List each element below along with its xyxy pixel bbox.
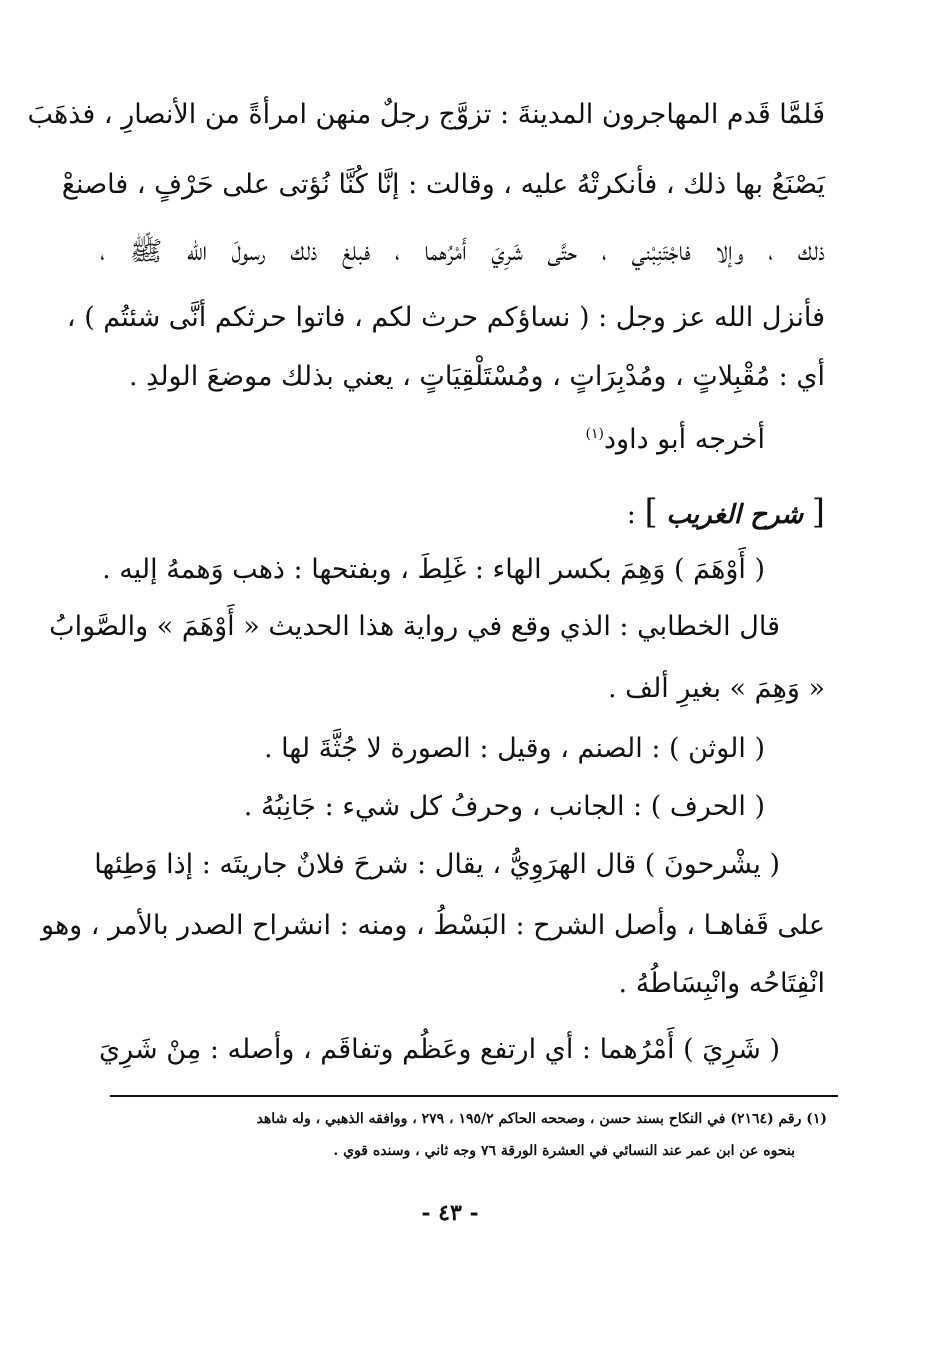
footnote-line-1: (١) رقم (٢١٦٤) في النكاح بسند حسن ، وصححه الحاكم ١٩٥/٢ ، ٢٧٩ ، ووافقه الذهبي ، وله شاهد: [256, 1111, 827, 1127]
body-line-1: فَلمَّا قَدم المهاجرون المدينةَ : تزوَّج رجلٌ منهن امرأةً من الأنصارِ ، فذهَبَ: [27, 99, 825, 130]
glossary-line-4: ( الوثن ) : الصنم ، وقيل : الصورة لا جُثَّةَ لها .: [264, 733, 765, 764]
body-line-3: ذلك ، وإلا فاجْتَنِبْني ، حتَّى شَرِيَ أَمْرُهما ، فبلغ ذلك رسولَ الله ﷺ ،: [100, 236, 825, 267]
footnote-marker: (١): [585, 426, 605, 442]
section-colon: :: [626, 499, 636, 530]
bracket-open: [: [811, 492, 825, 532]
footnote-line-2: بنحوه عن ابن عمر عند النسائي في العشرة الورقة ٧٦ وجه ثاني ، وسنده قوي .: [333, 1143, 795, 1159]
bracket-close: ]: [644, 492, 658, 532]
glossary-line-6: ( يشْرحونَ ) قال الهرَوِيُّ ، يقال : شرحَ فلانٌ جاريتَه : إذا وَطِئها: [94, 849, 780, 880]
glossary-line-9: ( شَرِيَ ) أَمْرُهما : أي ارتفع وعَظُم وتفاقَم ، وأصله : مِنْ شَرِيَ: [99, 1034, 780, 1065]
body-line-5: أي : مُقْبِلاتٍ ، ومُدْبِرَاتٍ ، ومُسْتَلْقِيَاتٍ ، يعني بذلك موضعَ الولدِ .: [128, 361, 825, 392]
glossary-line-8: انْفِتَاحُه وانْبِسَاطُهُ .: [618, 968, 825, 999]
glossary-line-3: « وَهِمَ » بغيرِ ألف .: [607, 673, 825, 704]
glossary-line-1: ( أَوْهَمَ ) وَهِمَ بكسر الهاء : غَلِطَ ، وبفتحها : ذهب وَهمهُ إليه .: [102, 554, 765, 585]
source-text: أخرجه أبو داود: [604, 424, 765, 455]
section-title: شرح الغريب: [666, 500, 804, 530]
body-line-4: فأنزل الله عز وجل : ( نساؤكم حرث لكم ، فاتوا حرثكم أنَّى شئتُم ) ،: [66, 302, 825, 333]
section-heading: [627, 492, 825, 535]
page-number: - ٤٣ -: [421, 1200, 479, 1226]
glossary-line-5: ( الحرف ) : الجانب ، وحرفُ كل شيء : جَانِبُهُ .: [243, 791, 765, 822]
body-line-2: يَصْنَعُ بها ذلك ، فأنكرتْهُ عليه ، وقالت : إنَّا كُنَّا نُؤتى على حَرْفٍ ، فاصنعْ: [61, 169, 825, 200]
body-line-6: [586, 414, 765, 460]
glossary-line-7: على قَفاهـا ، وأصل الشرح : البَسْطُ ، ومنه : انشراح الصدر بالأمر ، وهو: [41, 910, 825, 941]
glossary-line-2: قال الخطابي : الذي وقع في رواية هذا الحديث « أَوْهَمَ » والصَّوابُ: [49, 611, 780, 642]
footnote-separator: [110, 1095, 838, 1097]
